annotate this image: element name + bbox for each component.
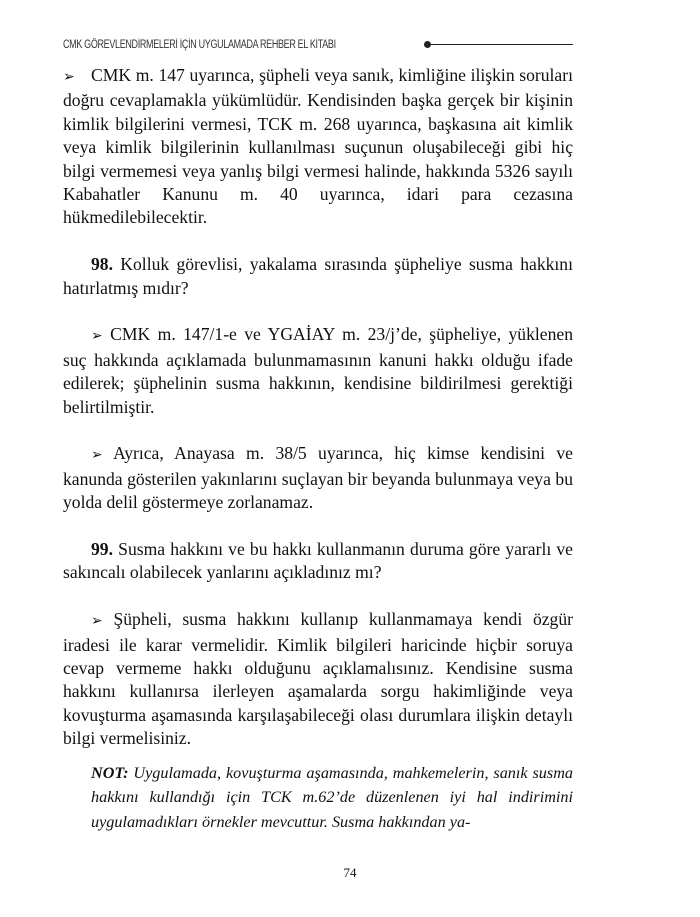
bullet-arrow-icon: ➢ bbox=[91, 613, 103, 630]
question-98-number: 98. bbox=[91, 254, 113, 275]
answer-98-second bbox=[63, 442, 573, 514]
header-title: CMK GÖREVLENDİRMELERİ İÇİN UYGULAMADA REHBER EL KİTABI bbox=[63, 39, 336, 51]
answer-98-first-text: CMK m. 147/1-e ve YGAİAY m. 23/j’de, şüpheliye, yüklenen suç hakkında açıklamada bulunmamasının kanuni hakkı olduğu ifade edilerek; şüphelinin susma hakkının, kendisine bildirilmesi gerektiği belirtilmiştir. bbox=[63, 324, 573, 417]
question-99-text: Susma hakkını ve bu hakkı kullanmanın duruma göre yararlı ve sakıncalı olabilecek yanlarını açıkladınız mı? bbox=[63, 539, 573, 583]
bullet-arrow-icon: ➢ bbox=[91, 447, 103, 464]
main-text bbox=[63, 64, 573, 834]
note-text: Uygulamada, kovuşturma aşamasında, mahkemelerin, sanık susma hakkını kullandığı için TCK m.62’de düzenlenen iyi hal indirimini uygulamadıkları örnekler mevcuttur. Susma hakkından ya- bbox=[91, 763, 573, 831]
answer-98-second-text: Ayrıca, Anayasa m. 38/5 uyarınca, hiç kimse kendisini ve kanunda gösterilen yakınlarını suçlayan bir beyanda bulunmaya veya bu yolda delil göstermeye zorlanamaz. bbox=[63, 443, 573, 513]
page-number: 74 bbox=[343, 865, 357, 880]
question-98 bbox=[63, 253, 573, 300]
answer-99-text: Şüpheli, susma hakkını kullanıp kullanmamaya kendi özgür iradesi ile karar vermelidir. Kimlik bilgileri haricinde hiçbir soruya cevap vermeme hakkı olduğunu açıklamalısınız. Kendisine susma hakkını kullanırsa ilerleyen aşamalarda sorgu hakimliğinde veya kovuşturma aşamasında karşılaşabileceği olası durumlara ilişkin detaylı bilgi vermelisiniz. bbox=[63, 609, 573, 749]
bullet-arrow-icon: ➢ bbox=[63, 69, 75, 85]
note-label: NOT: bbox=[91, 763, 129, 782]
answer-98-first bbox=[63, 323, 573, 419]
note-block bbox=[91, 761, 573, 835]
question-99 bbox=[63, 538, 573, 585]
paragraph-cmk-147 bbox=[63, 64, 573, 230]
bullet-arrow-icon: ➢ bbox=[91, 328, 103, 345]
running-header bbox=[63, 37, 573, 53]
paragraph-cmk-147-text: CMK m. 147 uyarınca, şüpheli veya sanık, kimliğine ilişkin soruları doğru cevaplamakla yükümlüdür. Kendisinden başka gerçek bir kişinin kimlik bilgilerini vermesi, TCK m. 268 uyarınca, başkasına ait kimlik veya kimlik bilgilerinin kullanılması suçunun oluşabileceği gibi hiç bilgi vermemesi veya yanlış bilgi vermesi halinde, hakkında 5326 sayılı Kabahatler Kanunu m. 40 uyarınca, idari para cezasına hükmedilebilecektir. bbox=[63, 65, 573, 228]
answer-99 bbox=[63, 608, 573, 750]
question-98-text: Kolluk görevlisi, yakalama sırasında şüpheliye susma hakkını hatırlatmış mıdır? bbox=[63, 254, 573, 298]
question-99-number: 99. bbox=[91, 539, 113, 560]
header-rule bbox=[429, 44, 573, 45]
